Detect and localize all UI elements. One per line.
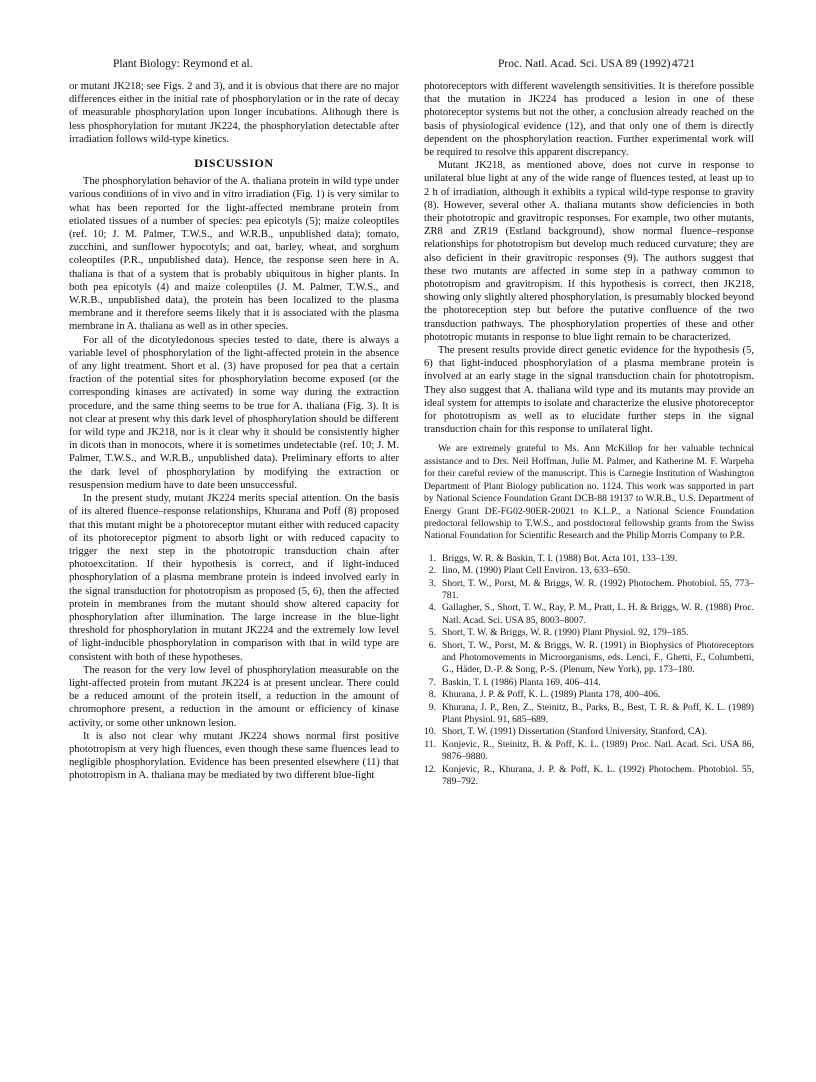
- reference-item: [424, 553, 754, 565]
- reference-text: Short, T. W., Porst, M. & Briggs, W. R. (1992) Photochem. Photobiol. 55, 773–781.: [442, 577, 754, 601]
- reference-text: Gallagher, S., Short, T. W., Ray, P. M., Pratt, L. H. & Briggs, W. R. (1988) Proc. Natl. Acad. Sci. USA 85, 8003–8007.: [442, 602, 754, 626]
- running-header: [0, 58, 816, 74]
- acknowledgment: We are extremely grateful to Ms. Ann McKillop for her valuable technical assistance and to Drs. Neil Hoffman, Julie M. Palmer, and Katherine M. F. Warpeha for their careful review of the manuscript. This is Carnegie Institution of Washington Department of Plant Biology publication no. 1124. This work was supported in part by National Science Foundation Grant DCB-88 19137 to W.R.B., U.S. Department of Energy Grant DE-FG02-90ER-20021 to K.L.P., a National Science Foundation predoctoral fellowship to T.W.S., and postdoctoral fellowship grants from the Swiss National Foundation for Scientific Research and the Philip Morris Company to P.R.: [424, 443, 754, 542]
- reference-text: Iino, M. (1990) Plant Cell Environ. 13, 633–650.: [442, 565, 631, 577]
- discussion-paragraph-7: Mutant JK218, as mentioned above, does not curve in response to unilateral blue light at any of the wide range of fluences tested, at least up to 2 h of irradiation, although it exhibits a typical wild-type response to gravity (8). However, several other A. thaliana mutants show deficiencies in both their phototropic and gravitropic responses. For example, two other mutants, ZR8 and ZR19 (Estland background), show normal fluence–response relationships for phototropism but develop much reduced curvature; they are also deficient in their gravitropic responses (9). The authors suggest that these two mutants are affected in some step in a pathway common to phototropism and gravitropism. If this hypothesis is correct, then JK218, showing only slightly altered phosphorylation, is presumably blocked beyond the photoreception step but before the putative confluence of the two transduction pathways. The phosphorylation properties of these and other phototropic mutants in response to blue light remain to be characterized.: [424, 160, 754, 343]
- reference-item: [424, 578, 754, 603]
- running-title: Plant Biology: Reymond et al.: [113, 58, 253, 70]
- reference-number: 3.: [428, 577, 436, 589]
- reference-text: Konjevic, R., Steinitz, B. & Poff, K. L. (1989) Proc. Natl. Acad. Sci. USA 86, 9876–9880.: [442, 738, 754, 763]
- reference-number: 6.: [428, 639, 436, 651]
- reference-text: Khurana, J. P., Ren, Z., Steinitz, B., Parks, B., Best, T. R. & Poff, K. L. (1989) Plant Physiol. 91, 685–689.: [442, 701, 754, 726]
- discussion-paragraph-6: photoreceptors with different wavelength sensitivities. It is therefore possible that the mutation in JK224 has produced a lesion in one of these photoreceptor systems but not the other, a conclusion already reached on the basis of physiological evidence (12), and that only one of them is directly dependent on the phosphorylation reaction. Further experimental work will be required to resolve this apparent discrepancy.: [424, 81, 754, 159]
- reference-number: 12.: [424, 763, 436, 775]
- reference-text: Short, T. W., Porst, M. & Briggs, W. R. (1991) in Biophysics of Photoreceptors and Photomovements in Microorganisms, eds. Lenci, F., Ghetti, F., Columbetti, G., Häder, D.-P. & Song, P.-S. (Plenum, New York), pp. 173–180.: [442, 639, 754, 676]
- left-column: [69, 80, 399, 783]
- reference-text: Baskin, T. I. (1986) Planta 169, 406–414.: [442, 676, 601, 688]
- reference-item: [424, 565, 754, 577]
- reference-item: [424, 627, 754, 639]
- reference-item: [424, 640, 754, 677]
- reference-number: 5.: [428, 627, 436, 639]
- right-column: [424, 80, 754, 788]
- reference-item: [424, 764, 754, 789]
- discussion-paragraph-3: In the present study, mutant JK224 merits special attention. On the basis of its altered fluence–response relationships, Khurana and Poff (8) proposed that this mutant might be a photoreceptor mutant either with reduced capacity of its photoreceptor pigment to absorb light or with reduced capacity to trigger the next step in the phototropic transduction chain after photoexcitation. If their hypothesis is correct, and if light-induced phosphorylation of a plasma membrane protein is indeed involved early in the signal transduction for phototropism as proposed (5, 6), then the affected protein in membranes from the mutant should show altered capacity for phosphorylation after illumination. The large increase in the blue-light threshold for phosphorylation in mutant JK224 and the extremely low level of light-inducible phosphorylation in comparison with that in wild type are consistent with both of these hypotheses.: [69, 493, 399, 663]
- journal-citation: Proc. Natl. Acad. Sci. USA 89 (1992): [498, 58, 671, 70]
- reference-item: [424, 602, 754, 627]
- reference-item: [424, 726, 754, 738]
- reference-item: [424, 702, 754, 727]
- discussion-paragraph-4: The reason for the very low level of phosphorylation measurable on the light-affected protein from mutant JK224 is at present unclear. There could be a reduced amount of the protein itself, a reduction in the amount of chromophore present, a reduction in the amount or efficiency of kinase activity, or some other unknown lesion.: [69, 664, 399, 729]
- reference-number: 9.: [428, 701, 436, 713]
- reference-item: [424, 739, 754, 764]
- reference-item: [424, 677, 754, 689]
- reference-item: [424, 689, 754, 701]
- reference-number: 10.: [424, 726, 436, 738]
- reference-text: Short, T. W. (1991) Dissertation (Stanford University, Stanford, CA).: [442, 726, 707, 738]
- reference-number: 7.: [428, 676, 436, 688]
- opening-paragraph: or mutant JK218; see Figs. 2 and 3), and it is obvious that there are no major differences either in the initial rate of phosphorylation or in the rate of decay of measurable phosphorylation upon longer incubations. Although there is less phosphorylation for mutant JK224, the phosphorylation detectable after irradiation follows wild-type kinetics.: [69, 81, 399, 145]
- reference-number: 8.: [428, 689, 436, 701]
- page-number: 4721: [672, 58, 695, 70]
- reference-number: 1.: [428, 552, 436, 564]
- reference-text: Short, T. W. & Briggs, W. R. (1990) Plant Physiol. 92, 179–185.: [442, 627, 689, 639]
- discussion-paragraph-2: For all of the dicotyledonous species tested to date, there is always a variable level of phosphorylation of the light-affected protein in the absence of any light treatment. Short et al. (3) have proposed for pea that a certain fraction of the potential sites for phosphorylation become exposed (or the corresponding kinases are activated) in some way during the extraction procedure, and the same thing seems to be true for A. thaliana (Fig. 3). It is not clear at present why this dark level of phosphorylation should be different for wild type and JK218, nor is it clear why it should be consistently higher in dicots than in monocots, where it is sometimes undetectable (ref. 10; J. M. Palmer, T.W.S., and W.R.B., unpublished data). Preliminary efforts to alter the dark level of phosphorylation by modifying the extraction or resuspension medium have to date been unsuccessful.: [69, 334, 399, 491]
- discussion-paragraph-8: The present results provide direct genetic evidence for the hypothesis (5, 6) that light-induced phosphorylation of a plasma membrane protein is involved at an early stage in the signal transduction chain for phototropism. They also suggest that A. thaliana wild type and its mutants may provide an ideal system for attempts to isolate and characterize the elusive photoreceptor for phototropism as well as to elucidate further steps in the signal transduction chain for this response to unilateral light.: [424, 345, 754, 436]
- reference-number: 4.: [428, 602, 436, 614]
- reference-text: Khurana, J. P. & Poff, K. L. (1989) Planta 178, 400–406.: [442, 689, 661, 701]
- reference-text: Briggs, W. R. & Baskin, T. I. (1988) Bot. Acta 101, 133–139.: [442, 552, 678, 564]
- reference-text: Konjevic, R., Khurana, J. P. & Poff, K. L. (1992) Photochem. Photobiol. 55, 789–792.: [442, 763, 754, 788]
- reference-number: 2.: [428, 565, 436, 577]
- reference-number: 11.: [424, 738, 436, 750]
- section-heading: DISCUSSION: [194, 156, 274, 171]
- discussion-paragraph-1: The phosphorylation behavior of the A. thaliana protein in wild type under various conditions of in vivo and in vitro irradiation (Fig. 1) is very similar to what has been reported for the light-affected membrane protein from etiolated tissues of a number of species: pea epicotyls (5); maize coleoptiles (ref. 10; J. M. Palmer, T.W.S., and W.R.B., unpublished data); tomato, zucchini, and sunflower hypocotyls; and oat, barley, wheat, and sorghum coleoptiles (P.R., unpublished data). Hence, the response seen here in A. thaliana is that of a system that is probably ubiquitous in higher plants. In both pea epicotyls (4) and maize coleoptiles (J. M. Palmer, T.W.S., and W.R.B., unpublished data), the protein has been localized to the plasma membrane and it therefore seems likely that it is associated with the plasma membrane in A. thaliana as well as in other species.: [69, 176, 399, 333]
- reference-list: [424, 553, 754, 789]
- discussion-paragraph-5: It is also not clear why mutant JK224 shows normal first positive phototropism at very high fluences, even though these same fluences lead to negligible phosphorylation. Evidence has been presented elsewhere (11) that phototropism in A. thaliana may be mediated by two different blue-light: [69, 730, 399, 782]
